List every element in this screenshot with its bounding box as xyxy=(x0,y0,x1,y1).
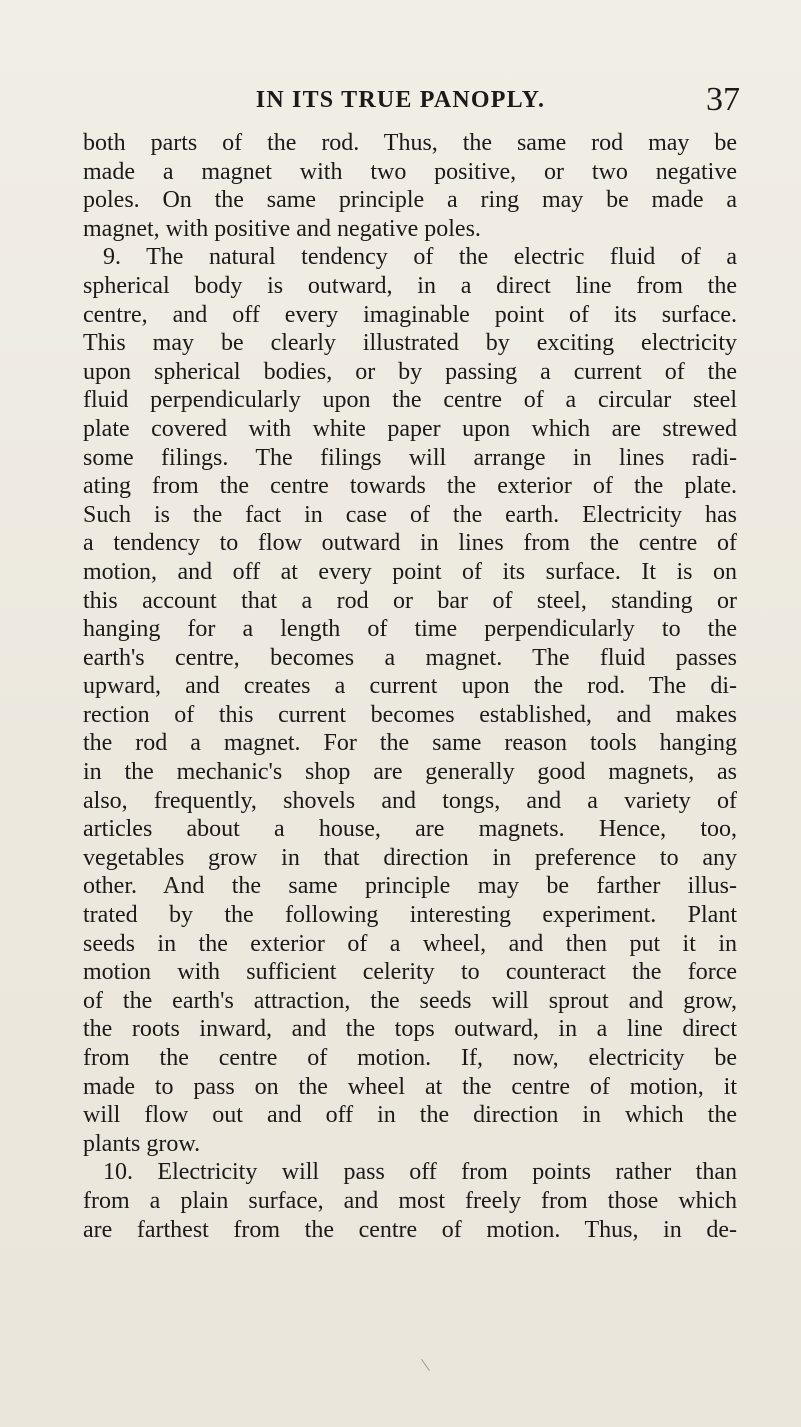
text-line: other. And the same principle may be farther illus- xyxy=(83,873,737,900)
text-line: hanging for a length of time perpendicularly to the xyxy=(83,616,737,643)
text-line: vegetables grow in that direction in preference to any xyxy=(83,844,737,871)
text-line: plate covered with white paper upon which are strewed xyxy=(83,415,737,442)
text-line: a tendency to flow outward in lines from the centre of xyxy=(83,530,737,557)
text-line: of the earth's attraction, the seeds will sprout and grow, xyxy=(83,987,737,1014)
text-line: this account that a rod or bar of steel, standing or xyxy=(83,587,737,614)
text-line: articles about a house, are magnets. Hence, too, xyxy=(83,816,737,843)
text-line: motion, and off at every point of its surface. It is on xyxy=(83,558,737,585)
page-number: 37 xyxy=(706,81,740,118)
text-line: centre, and off every imaginable point of its surface. xyxy=(83,301,737,328)
text-line: fluid perpendicularly upon the centre of a circular steel xyxy=(83,387,737,414)
text-line: the roots inward, and the tops outward, in a line direct xyxy=(83,1016,737,1043)
text-line: some filings. The filings will arrange in lines radi- xyxy=(83,444,737,471)
text-line: both parts of the rod. Thus, the same rod may be xyxy=(83,130,737,156)
running-title: IN ITS TRUE PANOPLY. xyxy=(255,87,546,113)
text-line: 10. Electricity will pass off from points rather than xyxy=(103,1159,737,1186)
text-line: made to pass on the wheel at the centre of motion, it xyxy=(83,1073,737,1100)
text-line: from a plain surface, and most freely from those which xyxy=(83,1187,737,1214)
text-line: This may be clearly illustrated by exciting electricity xyxy=(83,330,737,357)
text-line: plants grow. xyxy=(83,1130,201,1157)
text-line: ating from the centre towards the exterior of the plate. xyxy=(83,473,737,500)
text-line: earth's centre, becomes a magnet. The fluid passes xyxy=(83,644,737,671)
text-line: the rod a magnet. For the same reason tools hanging xyxy=(83,730,737,757)
text-line: trated by the following interesting experiment. Plant xyxy=(83,902,737,929)
text-line: also, frequently, shovels and tongs, and a variety of xyxy=(83,787,737,814)
text-line: seeds in the exterior of a wheel, and then put it in xyxy=(83,930,737,957)
text-line: will flow out and off in the direction in which the xyxy=(83,1102,737,1129)
text-line: poles. On the same principle a ring may be made a xyxy=(83,187,737,214)
text-line: spherical body is outward, in a direct line from the xyxy=(83,272,737,299)
text-line: upward, and creates a current upon the rod. The di- xyxy=(83,673,737,700)
text-line: rection of this current becomes established, and makes xyxy=(83,701,737,728)
text-line: from the centre of motion. If, now, electricity be xyxy=(83,1045,737,1071)
text-line: in the mechanic's shop are generally good magnets, as xyxy=(83,759,737,786)
text-line: are farthest from the centre of motion. Thus, in de- xyxy=(83,1216,737,1243)
body-text xyxy=(83,129,737,1244)
text-line: made a magnet with two positive, or two negative xyxy=(83,158,737,185)
text-line: motion with sufficient celerity to counteract the force xyxy=(83,959,737,986)
running-head xyxy=(0,80,801,120)
text-line: Such is the fact in case of the earth. Electricity has xyxy=(83,501,737,528)
text-line: magnet, with positive and negative poles. xyxy=(83,215,481,242)
text-line: upon spherical bodies, or by passing a current of the xyxy=(83,358,737,385)
stray-mark xyxy=(421,1359,430,1371)
text-line: 9. The natural tendency of the electric fluid of a xyxy=(103,244,737,271)
